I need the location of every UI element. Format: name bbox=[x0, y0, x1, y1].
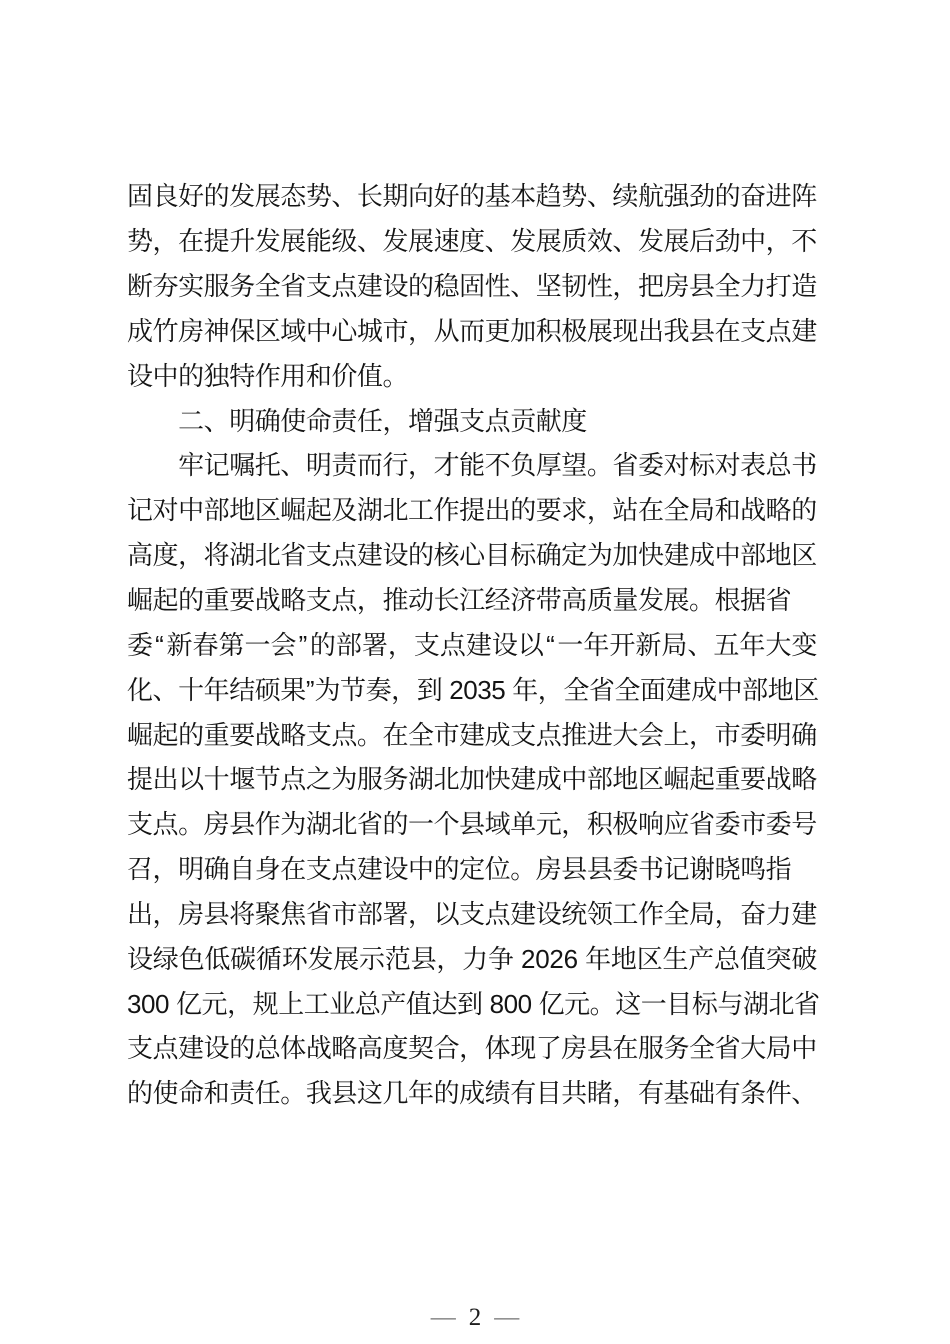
section-heading-line: 二 、 明 确 使 命 责 任 ， 增 强 支 点 贡 献 度 bbox=[178, 405, 588, 436]
body-text-line: 3 0 0 亿 元 ， 规 上 工 业 总 产 值 达 到 8 0 0 亿 元 。 这 一 目 标 与 湖 北 省 bbox=[127, 988, 821, 1019]
body-text-line: 成 竹 房 神 保 区 域 中 心 城 市 ， 从 而 更 加 积 极 展 现 出 我 县 在 支 点 建 bbox=[127, 315, 818, 346]
body-text-line: 高 度 ， 将 湖 北 省 支 点 建 设 的 核 心 目 标 确 定 为 加 快 建 成 中 部 地 区 bbox=[127, 540, 818, 571]
body-text-line: 设 绿 色 低 碳 循 环 发 展 示 范 县 ， 力 争 2 0 2 6 年 地 区 生 产 总 值 突 破 bbox=[127, 943, 818, 974]
body-text-line: 崛 起 的 重 要 战 略 支 点 。 在 全 市 建 成 支 点 推 进 大 会 上 ， 市 委 明 确 bbox=[127, 719, 818, 750]
body-text-line: 委 “ 新 春 第 一 会 ” 的 部 署 ， 支 点 建 设 以 “ 一 年 开 新 局 、 五 年 大 变 bbox=[127, 629, 818, 660]
body-text-line: 的 使 命 和 责 任 。 我 县 这 几 年 的 成 绩 有 目 共 睹 ， 有 基 础 有 条 件 、 bbox=[127, 1078, 818, 1109]
body-text-line: 召 ， 明 确 自 身 在 支 点 建 设 中 的 定 位 。 房 县 县 委 书 记 谢 晓 鸣 指 bbox=[127, 854, 792, 885]
page-footer bbox=[0, 1300, 950, 1336]
body-text-line: 支 点 。 房 县 作 为 湖 北 省 的 一 个 县 域 单 元 ， 积 极 响 应 省 委 市 委 号 bbox=[127, 809, 818, 840]
body-text-line: 崛 起 的 重 要 战 略 支 点 ， 推 动 长 江 经 济 带 高 质 量 发 展 。 根 据 省 bbox=[127, 585, 792, 616]
body-text-line: 设 中 的 独 特 作 用 和 价 值 。 bbox=[127, 360, 409, 391]
body-text-line: 势 ， 在 提 升 发 展 能 级 、 发 展 速 度 、 发 展 质 效 、 发 展 后 劲 中 ， 不 bbox=[127, 226, 818, 257]
footer-dash-right: — bbox=[494, 1304, 520, 1331]
body-text bbox=[127, 174, 821, 1116]
body-text-line: 提 出 以 十 堰 节 点 之 为 服 务 湖 北 加 快 建 成 中 部 地 区 崛 起 重 要 战 略 bbox=[127, 764, 818, 795]
body-text-line: 支 点 建 设 的 总 体 战 略 高 度 契 合 ， 体 现 了 房 县 在 服 务 全 省 大 局 中 bbox=[127, 1033, 818, 1064]
page-number: 2 bbox=[468, 1304, 482, 1331]
body-text-line: 化 、 十 年 结 硕 果 ” 为 节 奏 ， 到 2 0 3 5 年 ， 全 省 全 面 建 成 中 部 地 区 bbox=[127, 674, 820, 705]
body-text-line: 记 对 中 部 地 区 崛 起 及 湖 北 工 作 提 出 的 要 求 ， 站 在 全 局 和 战 略 的 bbox=[127, 495, 818, 526]
footer-dash-left: — bbox=[430, 1304, 456, 1331]
body-text-line: 出 ， 房 县 将 聚 焦 省 市 部 署 ， 以 支 点 建 设 统 领 工 作 全 局 ， 奋 力 建 bbox=[127, 898, 818, 929]
body-text-line: 断 夯 实 服 务 全 省 支 点 建 设 的 稳 固 性 、 坚 韧 性 ， 把 房 县 全 力 打 造 bbox=[127, 271, 818, 302]
body-text-line: 固 良 好 的 发 展 态 势 、 长 期 向 好 的 基 本 趋 势 、 续 航 强 劲 的 奋 进 阵 bbox=[127, 181, 818, 212]
body-text-line: 牢 记 嘱 托 、 明 责 而 行 ， 才 能 不 负 厚 望 。 省 委 对 标 对 表 总 书 bbox=[178, 450, 818, 481]
